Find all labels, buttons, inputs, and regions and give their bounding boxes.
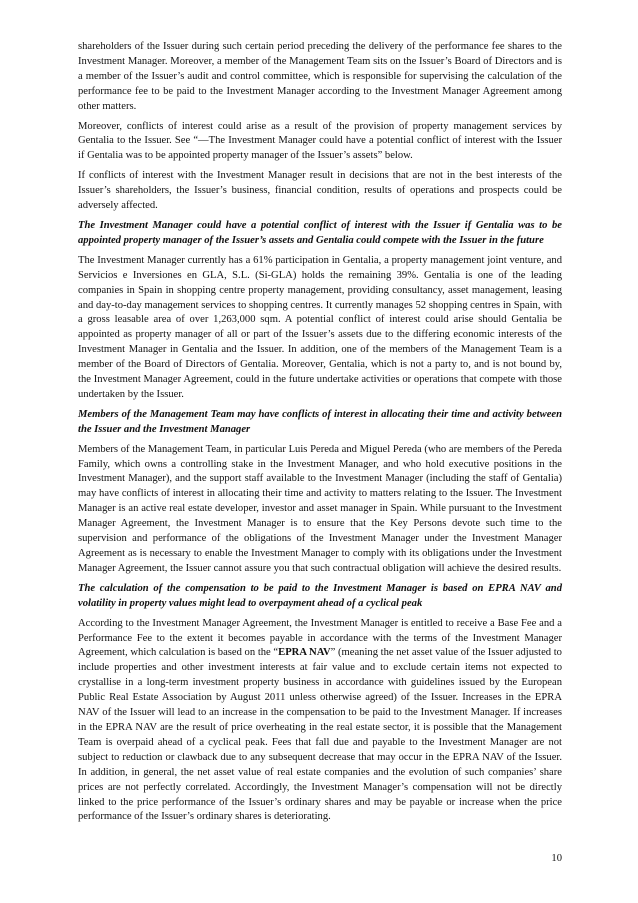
section-heading: The Investment Manager could have a potential conflict of interest with the Issuer if Gentalia was to be appointed property manager of the Issuer’s assets and Gentalia could compete with the Issuer in the future: [78, 219, 562, 246]
section-heading: The calculation of the compensation to be paid to the Investment Manager is based on EPRA NAV and volatility in property values might lead to overpayment ahead of a cyclical peak: [78, 582, 562, 609]
body-paragraph: Members of the Management Team, in particular Luis Pereda and Miguel Pereda (who are members of the Pereda Family, which owns a controlling stake in the Investment Manager, and who hold executive positions in the Investment Manager), and the support staff available to the Investment Manager (including the staff of Gentalia) may have conflicts of interest in allocating their time and activity to matters relating to the Issuer. The Investment Manager is an active real estate developer, investor and asset manager in Spain. While pursuant to the Investment Manager Agreement, the Investment Manager is to ensure that the Key Persons devote such time to the supervision and performance of the obligations of the Investment Manager under the Investment Manager Agreement as is necessary to enable the Investment Manager to comply with its obligations under the Investment Manager Agreement, the Issuer cannot assure you that such contractual obligation will achieve the desired results.: [78, 443, 562, 574]
section-heading: Members of the Management Team may have conflicts of interest in allocating their time and activity between the Issuer and the Investment Manager: [78, 408, 562, 435]
document-page: [78, 40, 562, 830]
body-paragraph: The Investment Manager currently has a 61% participation in Gentalia, a property management joint venture, and Servicios e Inversiones en GLA, S.L. (Si-GLA) holds the remaining 39%. Gentalia is one of the leading companies in Spain in shopping centre property management, providing consultancy, asset management, leasing and day-to-day management services to shopping centres. It currently manages 52 shopping centres in Spain, with a gross leasable area of over 1,263,000 sqm. A potential conflict of interest could arise should Gentalia be appointed as property manager of all or part of the Issuer’s assets due to the differing economic interests of the Investment Manager in Gentalia and the Issuer. In addition, one of the members of the Management Team is a member of the Board of Directors of Gentalia. Moreover, Gentalia, which is not a party to, and is not bound by, the Investment Manager Agreement, could in the future undertake activities or operations that compete with those undertaken by the Issuer.: [78, 254, 562, 400]
defined-term: EPRA NAV: [278, 647, 331, 659]
page-number: 10: [551, 853, 562, 864]
body-paragraph: Moreover, conflicts of interest could arise as a result of the provision of property management services by Gentalia to the Issuer. See “—The Investment Manager could have a potential conflict of interest with the Issuer if Gentalia was to be appointed property manager of the Issuer’s assets” below.: [78, 120, 562, 162]
body-paragraph: If conflicts of interest with the Investment Manager result in decisions that are not in the best interests of the Issuer’s shareholders, the Issuer’s business, financial condition, results of operations and prospects could be adversely affected.: [78, 170, 562, 212]
body-paragraph: shareholders of the Issuer during such certain period preceding the delivery of the performance fee shares to the Investment Manager. Moreover, a member of the Management Team sits on the Issuer’s Board of Directors and is a member of the Issuer’s audit and control committee, which is responsible for supervising the calculation of the performance fee to be paid to the Investment Manager according to the Investment Manager Agreement among other matters.: [78, 41, 562, 112]
body-paragraph: According to the Investment Manager Agreement, the Investment Manager is entitled to receive a Base Fee and a Performance Fee to the extent it becomes payable in accordance with the terms of the Investment Manager Agreement, which calculation is based on the “EPRA NAV” (meaning the net asset value of the Issuer adjusted to include properties and other investment interests at fair value and to exclude certain items not expected to crystallise in a long-term investment property business in accordance with guidelines issued by the European Public Real Estate Association by August 2011 unless otherwise agreed) of the Issuer. Increases in the EPRA NAV of the Issuer will lead to an increase in the compensation to be paid to the Investment Manager. If increases in the EPRA NAV are the result of price overheating in the real estate sector, it is possible that the Management Team is overpaid ahead of a cyclical peak. Fees that fall due and payable to the Investment Manager are not subject to reduction or clawback due to any subsequent decrease that may occur in the EPRA NAV of the Issuer. In addition, in general, the net asset value of real estate companies and the evolution of such companies’ share prices are not perfectly correlated. Accordingly, the Investment Manager’s compensation will not be directly linked to the price performance of the Issuer’s ordinary shares and may be payable or increase when the price performance of the Issuer’s ordinary shares is deteriorating.: [78, 617, 562, 823]
